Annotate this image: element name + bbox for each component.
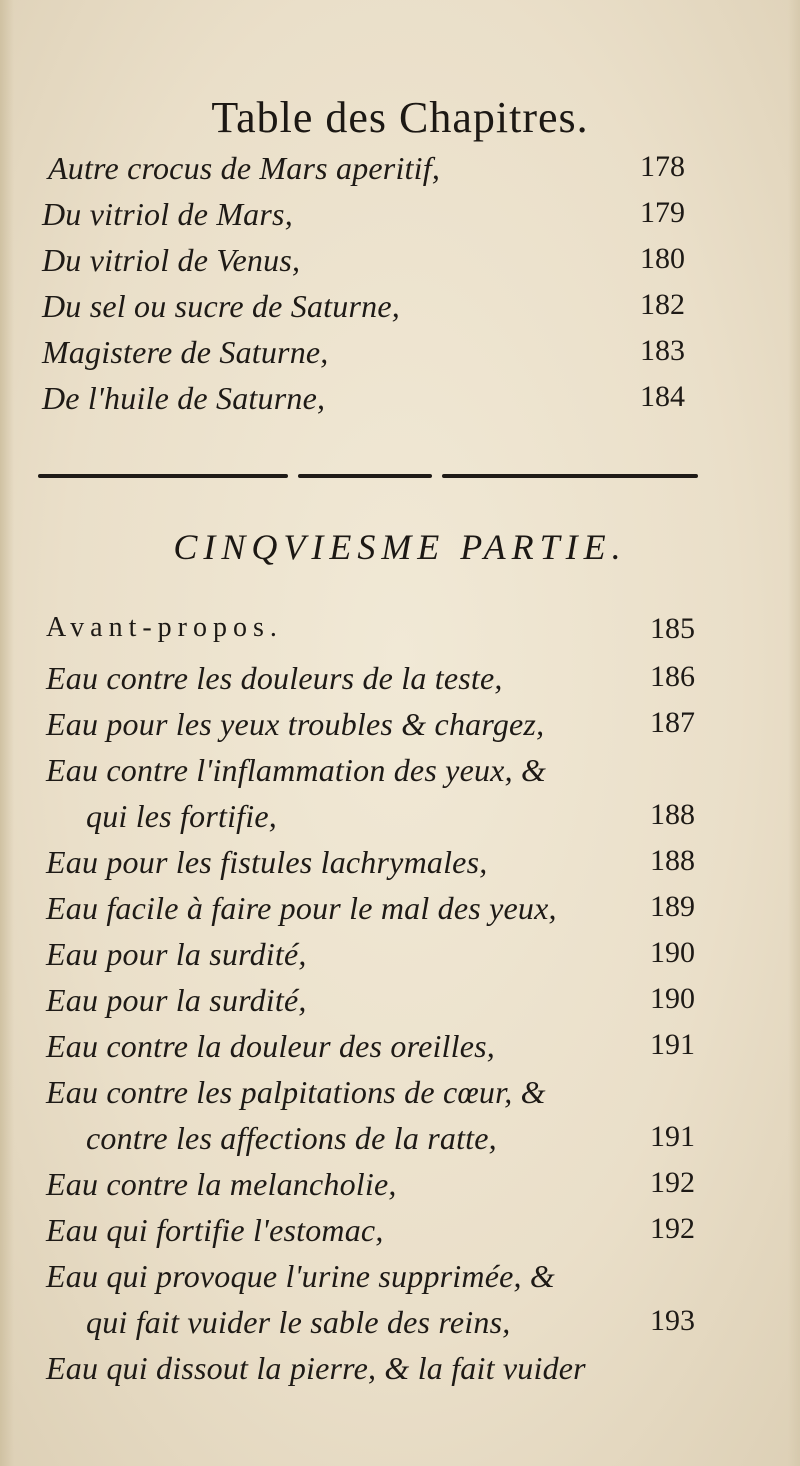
toc-entry bbox=[0, 612, 800, 658]
toc-entry-page: 180 bbox=[640, 242, 685, 275]
toc-entry-title: Eau contre les palpitations de cœur, & bbox=[46, 1074, 546, 1110]
toc-entry bbox=[0, 982, 800, 1028]
toc-entry-title: Eau qui fortifie l'estomac, bbox=[46, 1212, 384, 1248]
toc-entry bbox=[0, 1028, 800, 1074]
toc-entry-page: 183 bbox=[640, 334, 685, 367]
toc-entry-title: qui fait vuider le sable des reins, bbox=[86, 1304, 511, 1340]
toc-entry-page: 191 bbox=[650, 1120, 695, 1153]
toc-entry bbox=[0, 1166, 800, 1212]
toc-entry bbox=[0, 380, 800, 426]
toc-entry-title: Eau contre la melancholie, bbox=[46, 1166, 397, 1202]
toc-entry-title: Eau qui dissout la pierre, & la fait vuider bbox=[46, 1350, 586, 1386]
toc-entry-title: Avant-propos. bbox=[46, 612, 283, 643]
toc-entry bbox=[0, 196, 800, 242]
section-title: CINQVIESME PARTIE. bbox=[173, 527, 627, 567]
toc-entry-title: contre les affections de la ratte, bbox=[86, 1120, 497, 1156]
divider-segment bbox=[38, 474, 288, 478]
toc-entry bbox=[0, 1350, 800, 1396]
toc-entry-page: 192 bbox=[650, 1212, 695, 1245]
toc-entry bbox=[0, 1074, 800, 1120]
toc-entry bbox=[0, 936, 800, 982]
toc-entry bbox=[0, 1304, 800, 1350]
section-divider bbox=[38, 472, 698, 480]
divider-segment bbox=[298, 474, 432, 478]
toc-entry-title: Du vitriol de Mars, bbox=[42, 196, 293, 232]
toc-entry-page: 189 bbox=[650, 890, 695, 923]
toc-entry-title: Eau pour les yeux troubles & chargez, bbox=[46, 706, 545, 742]
toc-entry bbox=[0, 1120, 800, 1166]
toc-entry-page: 184 bbox=[640, 380, 685, 413]
toc-entry-title: Autre crocus de Mars aperitif, bbox=[48, 150, 441, 186]
toc-entry bbox=[0, 798, 800, 844]
toc-entry-page: 179 bbox=[640, 196, 685, 229]
toc-entry-page: 182 bbox=[640, 288, 685, 321]
toc-entry-title: Eau pour la surdité, bbox=[46, 982, 307, 1018]
toc-entry bbox=[0, 890, 800, 936]
toc-entry-title: Eau qui provoque l'urine supprimée, & bbox=[46, 1258, 555, 1294]
page-header: Table des Chapitres. bbox=[211, 93, 589, 142]
toc-entry bbox=[0, 706, 800, 752]
toc-entry bbox=[0, 1212, 800, 1258]
toc-entry-title: Eau pour les fistules lachrymales, bbox=[46, 844, 488, 880]
toc-entry-title: Du sel ou sucre de Saturne, bbox=[42, 288, 400, 324]
toc-entry-page: 188 bbox=[650, 798, 695, 831]
toc-entry bbox=[0, 288, 800, 334]
toc-entry bbox=[0, 844, 800, 890]
toc-entry bbox=[0, 752, 800, 798]
toc-entry-page: 178 bbox=[640, 150, 685, 183]
toc-entry-title: Eau contre l'inflammation des yeux, & bbox=[46, 752, 547, 788]
toc-entry-title: Magistere de Saturne, bbox=[42, 334, 329, 370]
toc-entry bbox=[0, 150, 800, 196]
toc-entry bbox=[0, 660, 800, 706]
toc-entry-page: 186 bbox=[650, 660, 695, 693]
toc-entry bbox=[0, 1258, 800, 1304]
toc-entry-page: 191 bbox=[650, 1028, 695, 1061]
toc-entry-page: 192 bbox=[650, 1166, 695, 1199]
toc-entry bbox=[0, 242, 800, 288]
toc-entry-page: 188 bbox=[650, 844, 695, 877]
toc-entry-title: qui les fortifie, bbox=[86, 798, 277, 834]
toc-entry-page: 190 bbox=[650, 936, 695, 969]
toc-entry-title: Eau pour la surdité, bbox=[46, 936, 307, 972]
toc-entry bbox=[0, 334, 800, 380]
toc-entry-title: Eau contre les douleurs de la teste, bbox=[46, 660, 503, 696]
divider-segment bbox=[442, 474, 698, 478]
toc-entry-title: De l'huile de Saturne, bbox=[42, 380, 326, 416]
toc-entry-title: Eau facile à faire pour le mal des yeux, bbox=[46, 890, 557, 926]
toc-entry-title: Eau contre la douleur des oreilles, bbox=[46, 1028, 495, 1064]
toc-entry-page: 190 bbox=[650, 982, 695, 1015]
toc-entry-page: 187 bbox=[650, 706, 695, 739]
toc-entry-page: 193 bbox=[650, 1304, 695, 1337]
toc-entry-title: Du vitriol de Venus, bbox=[42, 242, 301, 278]
toc-entry-page: 185 bbox=[650, 612, 695, 645]
